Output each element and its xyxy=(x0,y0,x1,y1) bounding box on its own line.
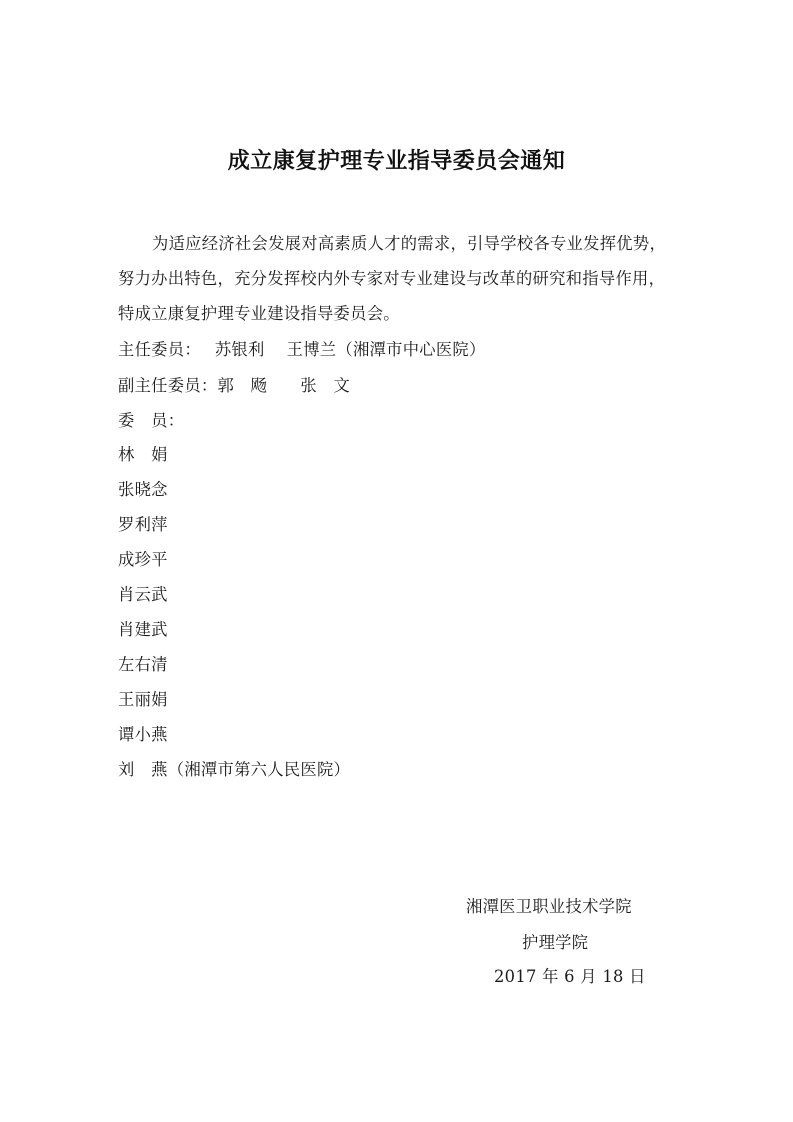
member-item: 谭小燕 xyxy=(118,725,168,744)
member-item: 王丽娟 xyxy=(118,690,168,709)
member-item: 成珍平 xyxy=(118,550,168,569)
signature-department: 护理学院 xyxy=(522,933,589,952)
member-item: 张晓念 xyxy=(118,480,168,499)
intro-paragraph: 为适应经济社会发展对高素质人才的需求，引导学校各专业发挥优势，努力办出特色，充分发挥校内外专家对专业建设与改革的研究和指导作用，特成立康复护理专业建设指导委员会。 xyxy=(118,234,667,323)
members-heading: 委 员： xyxy=(118,411,185,430)
signature-date: 2017 年 6 月 18 日 xyxy=(494,967,646,986)
member-item: 林 娟 xyxy=(118,445,168,464)
member-item: 肖云武 xyxy=(118,585,168,604)
member-item: 罗利萍 xyxy=(118,515,168,534)
member-item: 刘 燕（湘潭市第六人民医院） xyxy=(118,760,351,779)
director-line: 主任委员： 苏银利 王博兰（湘潭市中心医院） xyxy=(118,340,486,359)
member-item: 肖建武 xyxy=(118,620,168,639)
signature-organization: 湘潭医卫职业技术学院 xyxy=(466,897,632,916)
deputy-director-line: 副主任委员：郭 飏 张 文 xyxy=(118,376,351,395)
page-title: 成立康复护理专业指导委员会通知 xyxy=(227,149,566,174)
member-item: 左右清 xyxy=(118,655,168,674)
